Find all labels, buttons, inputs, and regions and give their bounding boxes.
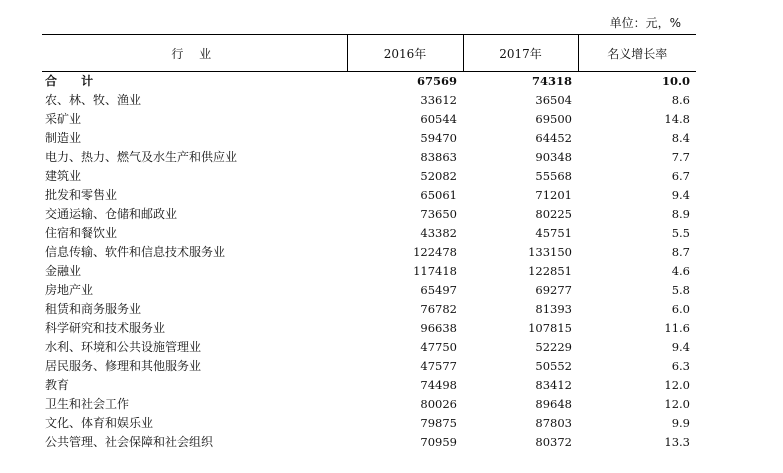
growth-rate: 6.7 — [671, 169, 690, 183]
industry-name: 批发和零售业 — [45, 188, 118, 202]
value-2016: 117418 — [413, 264, 457, 278]
growth-rate: 12.0 — [664, 397, 690, 411]
value-2016: 33612 — [420, 93, 457, 107]
value-2017: 69500 — [535, 112, 572, 126]
table-row — [42, 357, 696, 376]
industry-name: 采矿业 — [45, 112, 82, 126]
value-2016: 70959 — [420, 435, 457, 449]
table-row — [42, 376, 696, 395]
table-row — [42, 224, 696, 243]
unit-label: 单位：元，% — [609, 16, 681, 30]
table-row — [42, 338, 696, 357]
value-2016: 79875 — [420, 416, 457, 430]
value-2016: 122478 — [413, 245, 457, 259]
growth-rate: 6.0 — [671, 302, 690, 316]
industry-name: 建筑业 — [45, 169, 82, 183]
industry-name: 水利、环境和公共设施管理业 — [45, 340, 202, 354]
value-2017: 45751 — [535, 226, 572, 240]
growth-rate: 8.6 — [671, 93, 690, 107]
table-row — [42, 110, 696, 129]
growth-rate: 7.7 — [671, 150, 690, 164]
table-body — [42, 72, 696, 453]
table-row — [42, 148, 696, 167]
industry-name: 房地产业 — [45, 283, 94, 297]
value-2016: 65497 — [420, 283, 457, 297]
industry-name: 制造业 — [45, 131, 82, 145]
growth-rate: 11.6 — [664, 321, 690, 335]
industry-name: 金融业 — [45, 264, 82, 278]
table-row — [42, 281, 696, 300]
value-2017: 90348 — [535, 150, 572, 164]
value-2016: 80026 — [420, 397, 457, 411]
value-2017: 133150 — [528, 245, 572, 259]
growth-rate: 6.3 — [671, 359, 690, 373]
value-2017: 64452 — [535, 131, 572, 145]
total-2017: 74318 — [531, 74, 572, 88]
industry-name: 住宿和餐饮业 — [45, 226, 118, 240]
growth-rate: 9.9 — [671, 416, 690, 430]
table-row — [42, 243, 696, 262]
growth-rate: 14.8 — [664, 112, 690, 126]
value-2016: 43382 — [420, 226, 457, 240]
growth-rate: 13.3 — [664, 435, 690, 449]
industry-name: 科学研究和技术服务业 — [45, 321, 166, 335]
value-2017: 36504 — [535, 93, 572, 107]
header-industry: 行 业 — [42, 35, 347, 72]
growth-rate: 9.4 — [671, 340, 690, 354]
industry-name: 居民服务、修理和其他服务业 — [45, 359, 202, 373]
value-2017: 71201 — [535, 188, 572, 202]
value-2016: 96638 — [420, 321, 457, 335]
value-2016: 76782 — [420, 302, 457, 316]
value-2017: 50552 — [535, 359, 572, 373]
total-2016: 67569 — [416, 74, 457, 88]
industry-name: 公共管理、社会保障和社会组织 — [45, 435, 214, 449]
table-row — [42, 262, 696, 281]
industry-name: 交通运输、仓储和邮政业 — [45, 207, 178, 221]
value-2017: 87803 — [535, 416, 572, 430]
total-name: 合 计 — [45, 74, 104, 88]
table-row — [42, 91, 696, 110]
table-row — [42, 414, 696, 433]
growth-rate: 8.9 — [671, 207, 690, 221]
growth-rate: 5.8 — [671, 283, 690, 297]
industry-name: 信息传输、软件和信息技术服务业 — [45, 245, 226, 259]
industry-name: 文化、体育和娱乐业 — [45, 416, 154, 430]
growth-rate: 4.6 — [671, 264, 690, 278]
table-row — [42, 300, 696, 319]
value-2017: 122851 — [528, 264, 572, 278]
header-2017: 2017年 — [463, 35, 578, 72]
value-2016: 59470 — [420, 131, 457, 145]
value-2017: 107815 — [528, 321, 572, 335]
value-2016: 73650 — [420, 207, 457, 221]
value-2016: 47577 — [420, 359, 457, 373]
table-row — [42, 433, 696, 452]
table-header — [42, 35, 696, 72]
growth-rate: 9.4 — [671, 188, 690, 202]
wage-table — [42, 34, 696, 452]
value-2016: 52082 — [420, 169, 457, 183]
industry-name: 电力、热力、燃气及水生产和供应业 — [45, 150, 238, 164]
value-2017: 89648 — [535, 397, 572, 411]
table-row — [42, 205, 696, 224]
industry-name: 卫生和社会工作 — [45, 397, 130, 411]
header-growth-rate: 名义增长率 — [578, 35, 696, 72]
value-2016: 60544 — [420, 112, 457, 126]
value-2016: 83863 — [420, 150, 457, 164]
industry-name: 农、林、牧、渔业 — [45, 93, 142, 107]
table-row — [42, 167, 696, 186]
industry-name: 租赁和商务服务业 — [45, 302, 142, 316]
growth-rate: 5.5 — [671, 226, 690, 240]
value-2016: 74498 — [420, 378, 457, 392]
header-row — [42, 35, 696, 72]
value-2017: 80225 — [535, 207, 572, 221]
table-row — [42, 395, 696, 414]
value-2017: 69277 — [535, 283, 572, 297]
value-2017: 81393 — [535, 302, 572, 316]
table-row — [42, 129, 696, 148]
value-2017: 83412 — [535, 378, 572, 392]
value-2016: 47750 — [420, 340, 457, 354]
table-row — [42, 186, 696, 205]
value-2017: 55568 — [535, 169, 572, 183]
table-row — [42, 319, 696, 338]
growth-rate: 12.0 — [664, 378, 690, 392]
value-2016: 65061 — [420, 188, 457, 202]
header-2016: 2016年 — [347, 35, 463, 72]
growth-rate: 8.7 — [671, 245, 690, 259]
value-2017: 80372 — [535, 435, 572, 449]
total-growth-rate: 10.0 — [661, 74, 690, 88]
value-2017: 52229 — [535, 340, 572, 354]
growth-rate: 8.4 — [671, 131, 690, 145]
industry-name: 教育 — [45, 378, 70, 392]
total-row — [42, 72, 696, 92]
